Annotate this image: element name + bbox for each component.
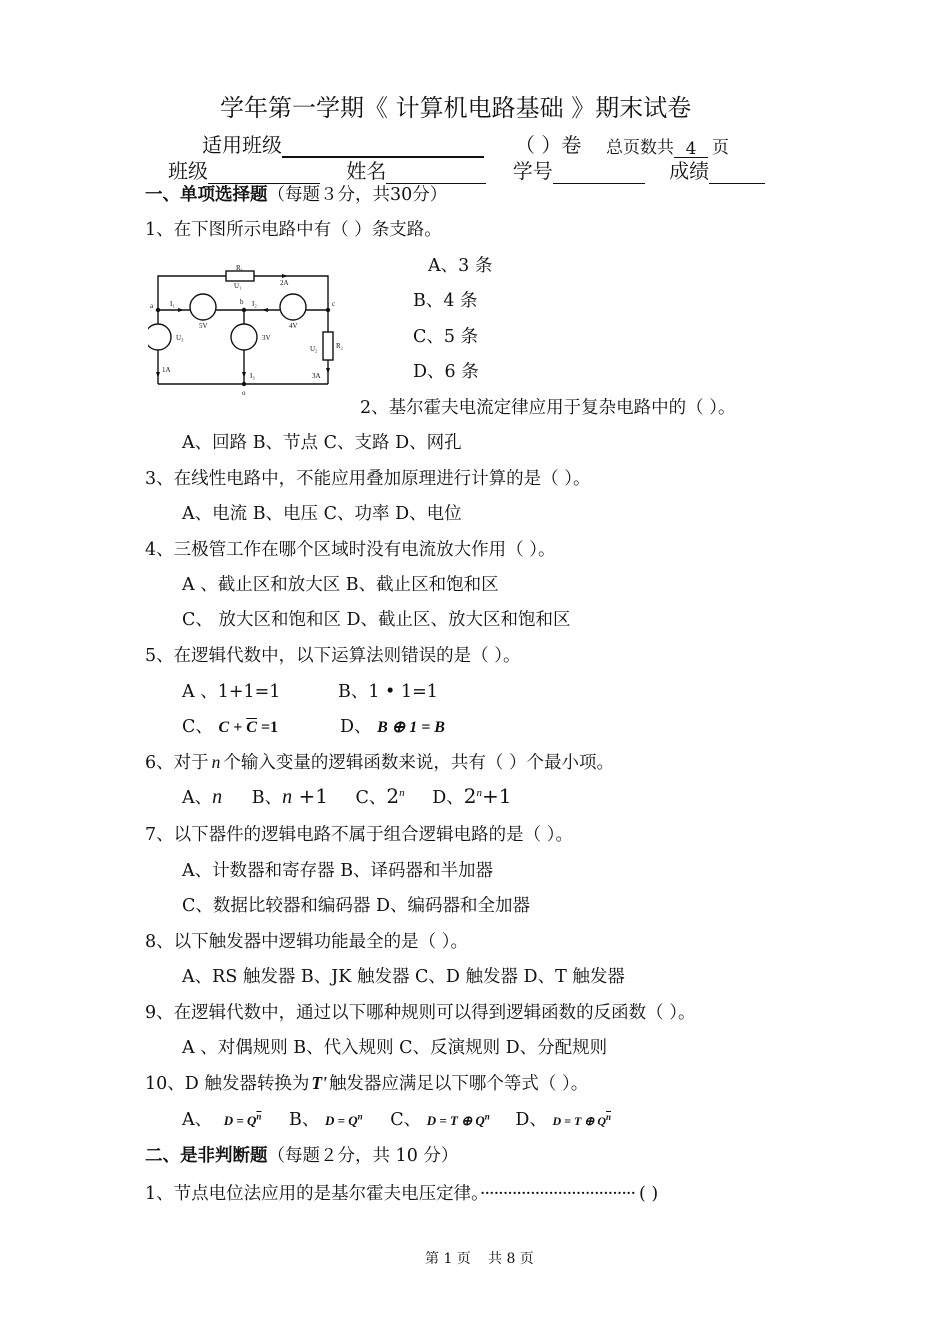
exam-title: 学年第一学期《 计算机电路基础 》期末试卷 bbox=[220, 94, 692, 122]
q5-c-var1: C bbox=[218, 719, 230, 736]
footer-total-pages: 共 8 页 bbox=[488, 1251, 534, 1267]
q1-option-c: C、5 条 bbox=[413, 327, 479, 347]
label-u1: U₁ bbox=[234, 282, 242, 290]
applicable-class-label: 适用班级 bbox=[202, 133, 282, 157]
section1-heading bbox=[145, 181, 447, 206]
q6-opt-b-var: n bbox=[282, 786, 293, 808]
student-id-label: 学号 bbox=[512, 159, 553, 183]
q7-stem: 7、以下器件的逻辑电路不属于组合逻辑电路的是（ ）。 bbox=[145, 825, 573, 845]
total-pages-label: 总页数共 bbox=[606, 138, 674, 158]
label-1a: 1A bbox=[162, 366, 171, 374]
q10-opt-a-prefix: A、 bbox=[182, 1110, 213, 1130]
q4-options-line1: A 、截止区和放大区 B、截止区和饱和区 bbox=[182, 575, 499, 595]
q10-opt-c-main: D = T ⊕ Q bbox=[426, 1113, 485, 1128]
label-2a: 2A bbox=[280, 279, 289, 287]
q1-circuit-diagram bbox=[148, 262, 354, 398]
footer-page-number: 第 1 页 bbox=[425, 1251, 471, 1267]
q4-options-line2: C、 放大区和饱和区 D、截止区、放大区和饱和区 bbox=[182, 610, 571, 630]
label-node-a: a bbox=[150, 302, 154, 310]
q6-stem-suffix: 个输入变量的逻辑函数来说，共有（ ）个最小项。 bbox=[223, 753, 614, 773]
label-5v: 5V bbox=[199, 322, 208, 330]
q5-option-d-expr: B ⊕ 1 = B bbox=[377, 719, 445, 736]
q6-opt-b-prefix: B、 bbox=[251, 788, 283, 808]
q10-opt-c-expr bbox=[427, 1113, 490, 1128]
section1-note: （每题３分，共30分） bbox=[267, 185, 448, 205]
q10-opt-c-sup: n bbox=[484, 1111, 490, 1122]
section2-heading bbox=[145, 1142, 458, 1167]
q6-stem-var: n bbox=[211, 752, 221, 772]
q5-option-d-prefix: D、 bbox=[340, 717, 372, 737]
label-i3: I₃ bbox=[250, 372, 255, 380]
q5-c-plus: + bbox=[229, 719, 247, 736]
label-r2: R₂ bbox=[336, 342, 344, 350]
q1-option-a: A、3 条 bbox=[428, 256, 493, 276]
q9-stem: 9、在逻辑代数中，通过以下哪种规则可以得到逻辑函数的反函数（ ）。 bbox=[145, 1003, 696, 1023]
label-node-b: b bbox=[240, 298, 244, 306]
q10-opt-a-expr bbox=[224, 1113, 262, 1128]
q1-option-b: B、4 条 bbox=[413, 291, 478, 311]
q6-stem-prefix: 6、对于 bbox=[145, 753, 209, 773]
q6-options bbox=[182, 784, 511, 809]
q5-option-c-expr bbox=[218, 719, 278, 736]
q6-opt-a: n bbox=[212, 786, 223, 808]
q5-option-c-prefix: C、 bbox=[182, 717, 213, 737]
q10-stem-suffix: 触发器应满足以下哪个等式（ ）。 bbox=[328, 1074, 589, 1094]
q6-opt-d-exp: n bbox=[476, 787, 482, 800]
applicable-class-row bbox=[202, 129, 484, 158]
q10-opt-d-sup: n bbox=[606, 1112, 612, 1122]
q8-options: A、RS 触发器 B、JK 触发器 C、D 触发器 D、T 触发器 bbox=[182, 967, 625, 987]
q5-option-b: B、1 • 1=1 bbox=[338, 682, 438, 702]
q2-stem: 2、基尔霍夫电流定律应用于复杂电路中的（ ）。 bbox=[360, 398, 736, 418]
label-3v: 3V bbox=[262, 334, 271, 342]
q10-stem bbox=[145, 1070, 588, 1095]
q10-opt-b-expr bbox=[325, 1113, 363, 1128]
q6-opt-d-rest: +1 bbox=[481, 784, 512, 808]
q10-opt-d-main: D = T ⊕ Q bbox=[552, 1114, 606, 1128]
label-u2: U₂ bbox=[310, 345, 318, 353]
label-i2: I₂ bbox=[252, 300, 257, 308]
q5-option-a: A 、1+1=1 bbox=[182, 682, 281, 702]
q6-opt-b-rest: +1 bbox=[292, 784, 328, 808]
label-4v: 4V bbox=[289, 322, 298, 330]
q10-opt-a-sup: n bbox=[256, 1111, 262, 1122]
q10-opt-b-prefix: B、 bbox=[289, 1110, 320, 1130]
q6-opt-c-prefix: C、 bbox=[355, 788, 387, 808]
q5-option-c bbox=[182, 713, 278, 738]
q2-options: A、回路 B、节点 C、支路 D、网孔 bbox=[182, 433, 462, 453]
q6-opt-d-prefix: D、 bbox=[432, 788, 464, 808]
name-label: 姓名 bbox=[346, 159, 387, 183]
pages-unit: 页 bbox=[712, 138, 729, 158]
q10-stem-prefix: 10、D 触发器转换为 bbox=[145, 1074, 310, 1094]
section1-title: 一、单项选择题 bbox=[145, 185, 268, 205]
q7-options-line2: C、数据比较器和编码器 D、编码器和全加器 bbox=[182, 896, 530, 916]
class-label: 班级 bbox=[168, 159, 208, 183]
section2-note: （每题２分，共 10 分） bbox=[267, 1146, 459, 1166]
total-pages-value: 4 bbox=[674, 139, 708, 158]
tf1-answer-paren[interactable]: ( ) bbox=[639, 1184, 659, 1204]
q6-opt-a-prefix: A、 bbox=[182, 788, 213, 808]
paper-label: （ ）卷 bbox=[515, 133, 582, 157]
q10-opt-d-prefix: D、 bbox=[515, 1110, 547, 1130]
student-info-row bbox=[168, 155, 765, 184]
label-i1: I₁ bbox=[170, 300, 175, 308]
q4-stem: 4、三极管工作在哪个区域时没有电流放大作用（ ）。 bbox=[145, 540, 556, 560]
q10-opt-c-prefix: C、 bbox=[390, 1110, 422, 1130]
q10-opt-b-sup: n bbox=[357, 1111, 363, 1122]
section2-title: 二、是非判断题 bbox=[145, 1146, 268, 1166]
q6-opt-c-base: 2 bbox=[386, 784, 400, 808]
q10-stem-var: T' bbox=[311, 1073, 327, 1093]
q1-option-d: D、6 条 bbox=[413, 362, 479, 382]
q6-opt-c-exp: n bbox=[399, 787, 405, 800]
q5-c-eq: =1 bbox=[256, 719, 279, 736]
score-label: 成绩 bbox=[669, 159, 710, 183]
label-node-o: o bbox=[242, 389, 246, 397]
q9-options: A 、对偶规则 B、代入规则 C、反演规则 D、分配规则 bbox=[182, 1038, 608, 1058]
q5-c-var2-overbar: $\overline{C}$ bbox=[246, 719, 257, 736]
q5-option-d bbox=[340, 713, 445, 738]
label-node-c: c bbox=[332, 300, 336, 308]
q1-stem: 1、在下图所示电路中有（ ）条支路。 bbox=[145, 220, 442, 240]
q3-stem: 3、在线性电路中，不能应用叠加原理进行计算的是（ ）。 bbox=[145, 469, 591, 489]
q6-stem bbox=[145, 749, 614, 774]
label-u3: U₃ bbox=[176, 334, 184, 342]
q10-options bbox=[182, 1106, 611, 1131]
score-field[interactable] bbox=[709, 163, 765, 184]
q7-options-line1: A、计数器和寄存器 B、译码器和半加器 bbox=[182, 861, 494, 881]
q3-options: A、电流 B、电压 C、功率 D、电位 bbox=[182, 504, 462, 524]
q10-opt-b-main: D = Q bbox=[324, 1113, 358, 1128]
label-r1: R₁ bbox=[236, 264, 244, 272]
label-3a: 3A bbox=[312, 372, 321, 380]
tf1-leader-dots: ·································· bbox=[479, 1184, 636, 1204]
student-id-field[interactable] bbox=[553, 163, 645, 184]
q8-stem: 8、以下触发器中逻辑功能最全的是（ ）。 bbox=[145, 932, 468, 952]
q10-opt-d-expr bbox=[552, 1114, 611, 1128]
q6-opt-d-base: 2 bbox=[463, 784, 477, 808]
q5-stem: 5、在逻辑代数中，以下运算法则错误的是（ ）。 bbox=[145, 646, 521, 666]
tf1-question bbox=[145, 1180, 658, 1205]
tf1-stem: 1、节点电位法应用的是基尔霍夫电压定律。 bbox=[145, 1184, 480, 1204]
q10-opt-a-main: D = Q bbox=[223, 1113, 257, 1128]
